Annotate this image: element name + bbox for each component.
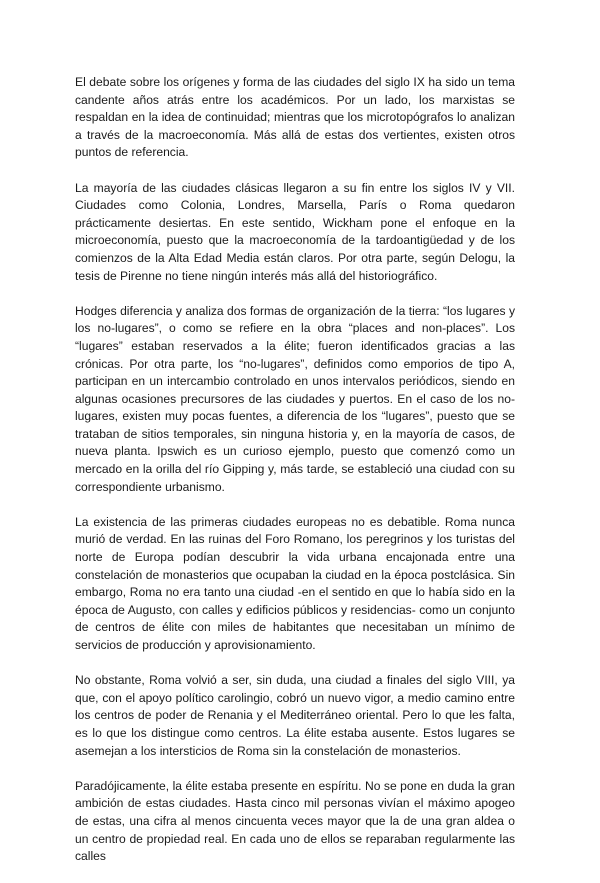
paragraph-1: El debate sobre los orígenes y forma de las ciudades del siglo IX ha sido un tema candente años atrás entre los académicos. Por un lado, los marxistas se respaldan en la idea de continuidad; mientras que los microtopógrafos lo analizan a través de la macroeconomía. Más allá de estas dos vertientes, existen otros puntos de referencia. [75, 75, 515, 160]
paragraph-2: La mayoría de las ciudades clásicas llegaron a su fin entre los siglos IV y VII. Ciudades como Colonia, Londres, Marsella, París o Roma quedaron prácticamente desiertas. En este sentido, Wickham pone el enfoque en la microeconomía, puesto que la macroeconomía de la tardoantigüedad y de los comienzos de la Alta Edad Media están claros. Por otra parte, según Delogu, la tesis de Pirenne no tiene ningún interés más allá del historiográfico. [75, 180, 515, 283]
paragraph-3: Hodges diferencia y analiza dos formas de organización de la tierra: “los lugares y los no-lugares”, o como se refiere en la obra “places and non-places”. Los “lugares” estaban reservados a la élite; fueron identificados gracias a las crónicas. Por otra parte, los “no-lugares”, definidos como emporios de tipo A, participan en un intercambio controlado en unos intervalos periódicos, siendo en algunas ocasiones precursores de las ciudades y puertos. En el caso de los no-lugares, existen muy pocas fuentes, a diferencia de los “lugares”, puesto que se trataban de sitios temporales, sin ninguna historia y, en la mayoría de casos, de nueva planta. Ipswich es un curioso ejemplo, puesto que comenzó como un mercado en la orilla del río Gipping y, más tarde, se estableció una ciudad con su correspondiente urbanismo. [75, 303, 515, 494]
paragraph-4: La existencia de las primeras ciudades europeas no es debatible. Roma nunca murió de verdad. En las ruinas del Foro Romano, los peregrinos y los turistas del norte de Europa podían descubrir la vida urbana encajonada entre una constelación de monasterios que ocupaban la ciudad en la época postclásica. Sin embargo, Roma no era tanto una ciudad -en el sentido en que lo había sido en la época de Augusto, con calles y edificios públicos y residencias- como un conjunto de centros de élite con miles de habitantes que necesitaban un mínimo de servicios de producción y aprovisionamiento. [75, 514, 515, 652]
paragraph-5: No obstante, Roma volvió a ser, sin duda, una ciudad a finales del siglo VIII, ya que, con el apoyo político carolingio, cobró un nuevo vigor, a medio camino entre los centros de poder de Renania y el Mediterráneo oriental. Pero lo que les falta, es lo que los distingue como centros. La élite estaba ausente. Estos lugares se asemejan a los intersticios de Roma sin la constelación de monasterios. [75, 673, 515, 758]
document-page [75, 74, 515, 883]
paragraph-6: Paradójicamente, la élite estaba presente en espíritu. No se pone en duda la gran ambición de estas ciudades. Hasta cinco mil personas vivían el máximo apogeo de estas, una cifra al menos cincuenta veces mayor que la de una gran aldea o un centro de propiedad real. En cada uno de ellos se reparaban regularmente las calles [75, 778, 515, 864]
